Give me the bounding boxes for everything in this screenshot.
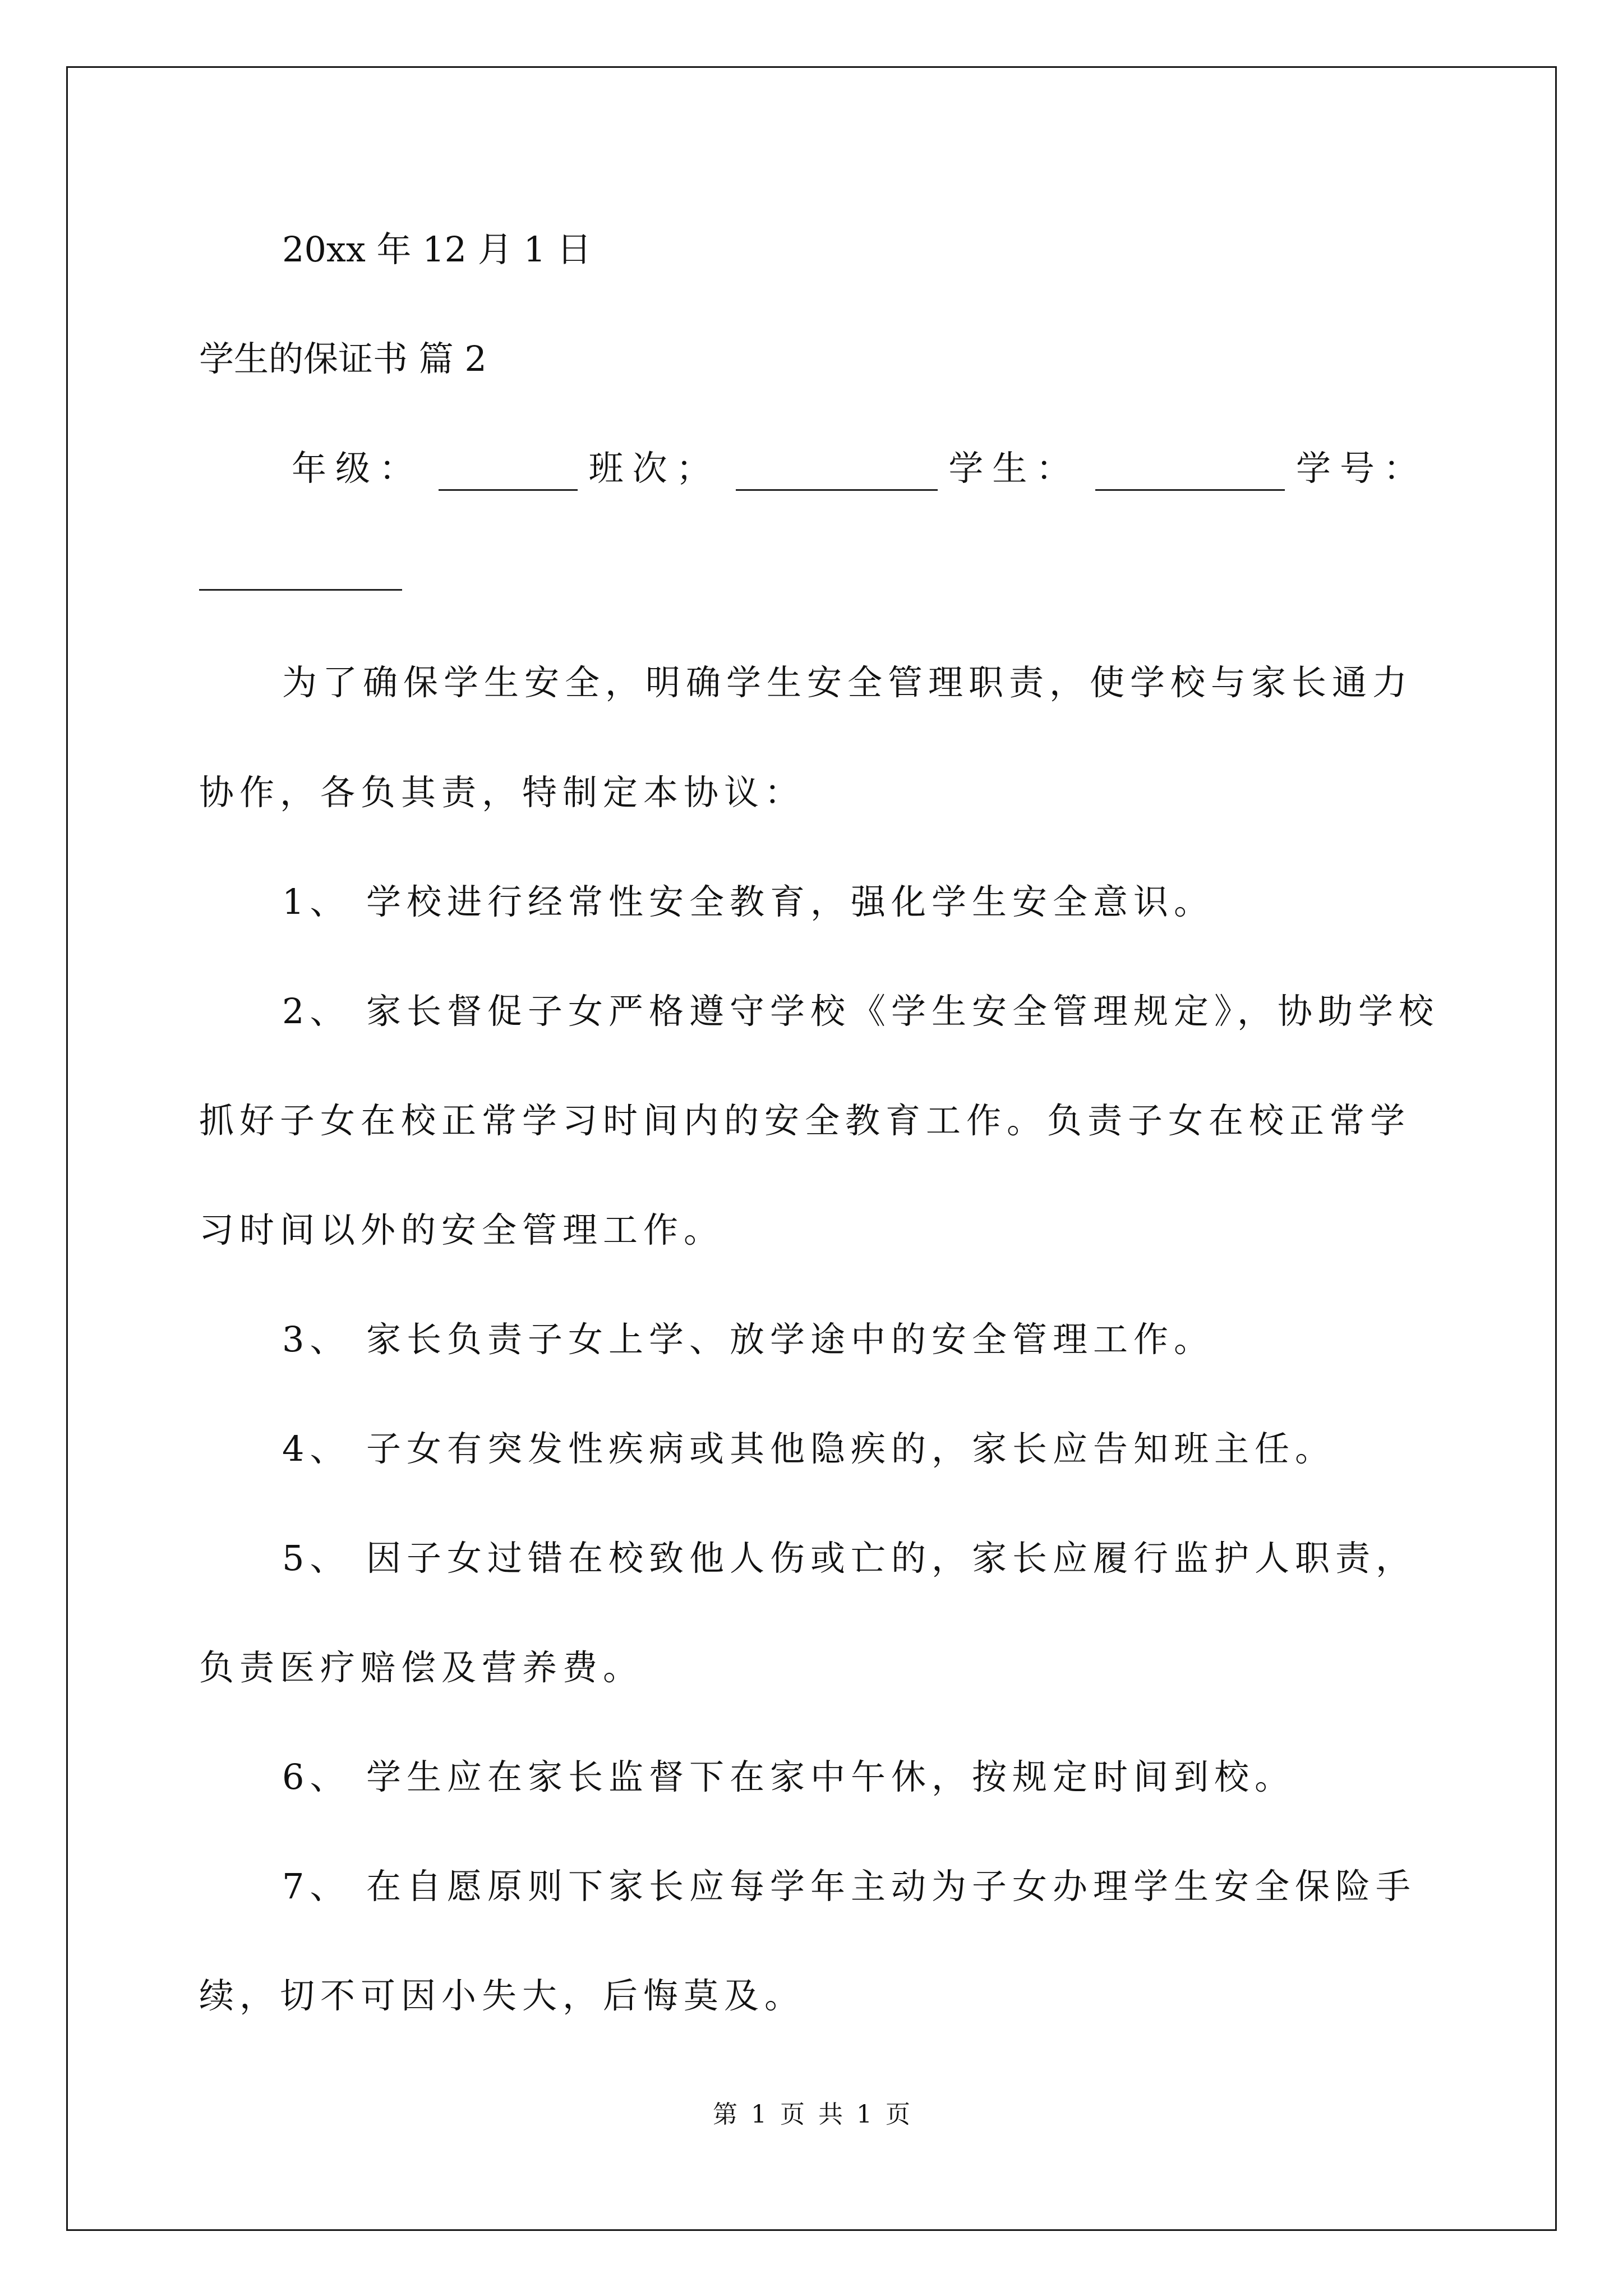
clause-text: 因子女过错在校致他人伤或亡的，家长应履行监护人职责， bbox=[366, 1538, 1417, 1579]
clause-5-line-2: 负责医疗赔偿及营养费。 bbox=[199, 1647, 644, 1688]
clause-3 bbox=[282, 1317, 1427, 1362]
intro-line-1: 为了确保学生安全，明确学生安全管理职责，使学校与家长通力 bbox=[282, 662, 1413, 703]
clause-4 bbox=[282, 1427, 1427, 1471]
id-label: 学号： bbox=[1295, 448, 1427, 489]
class-field bbox=[589, 446, 938, 491]
clause-7-line-2: 续，切不可因小失大，后悔莫及。 bbox=[199, 1975, 805, 2016]
clause-5 bbox=[282, 1536, 1427, 1581]
page-footer: 第 1 页 共 1 页 bbox=[713, 2100, 910, 2129]
grade-label: 年级： bbox=[292, 448, 423, 489]
clause-2 bbox=[282, 989, 1440, 1034]
clause-number: 4、 bbox=[282, 1428, 351, 1469]
clause-number: 7、 bbox=[282, 1866, 351, 1907]
grade-blank bbox=[439, 455, 578, 491]
clause-text: 在自愿原则下家长应每学年主动为子女办理学生安全保险手 bbox=[366, 1866, 1417, 1907]
clause-text: 家长督促子女严格遵守学校《学生安全管理规定》，协助学校 bbox=[366, 991, 1440, 1032]
student-label: 学生： bbox=[948, 448, 1080, 489]
clause-1 bbox=[282, 880, 1427, 924]
student-info-fields bbox=[292, 446, 1427, 491]
clause-text: 家长负责子女上学、放学途中的安全管理工作。 bbox=[366, 1319, 1215, 1360]
clause-number: 1、 bbox=[282, 881, 351, 922]
student-field bbox=[948, 446, 1285, 491]
student-blank bbox=[1095, 455, 1285, 491]
id-blank bbox=[199, 589, 402, 591]
section-title: 学生的保证书 篇 2 bbox=[199, 338, 487, 379]
intro-line-2: 协作，各负其责，特制定本协议： bbox=[199, 772, 805, 813]
grade-field bbox=[292, 446, 578, 491]
id-field bbox=[1296, 446, 1427, 491]
clause-7 bbox=[282, 1864, 1427, 1909]
date-line: 20xx 年 12 月 1 日 bbox=[282, 229, 592, 270]
clause-number: 2、 bbox=[282, 991, 351, 1032]
class-label: 班次； bbox=[588, 448, 720, 489]
clause-6 bbox=[282, 1755, 1427, 1800]
class-blank bbox=[736, 455, 938, 491]
clause-number: 5、 bbox=[282, 1538, 351, 1579]
clause-text: 学生应在家长监督下在家中午休，按规定时间到校。 bbox=[366, 1756, 1295, 1797]
clause-text: 学校进行经常性安全教育，强化学生安全意识。 bbox=[366, 881, 1215, 922]
clause-2-line-2: 抓好子女在校正常学习时间内的安全教育工作。负责子女在校正常学 bbox=[199, 1100, 1411, 1141]
clause-text: 子女有突发性疾病或其他隐疾的，家长应告知班主任。 bbox=[366, 1428, 1336, 1469]
clause-number: 6、 bbox=[282, 1756, 351, 1797]
clause-number: 3、 bbox=[282, 1319, 351, 1360]
clause-2-line-3: 习时间以外的安全管理工作。 bbox=[199, 1209, 725, 1250]
